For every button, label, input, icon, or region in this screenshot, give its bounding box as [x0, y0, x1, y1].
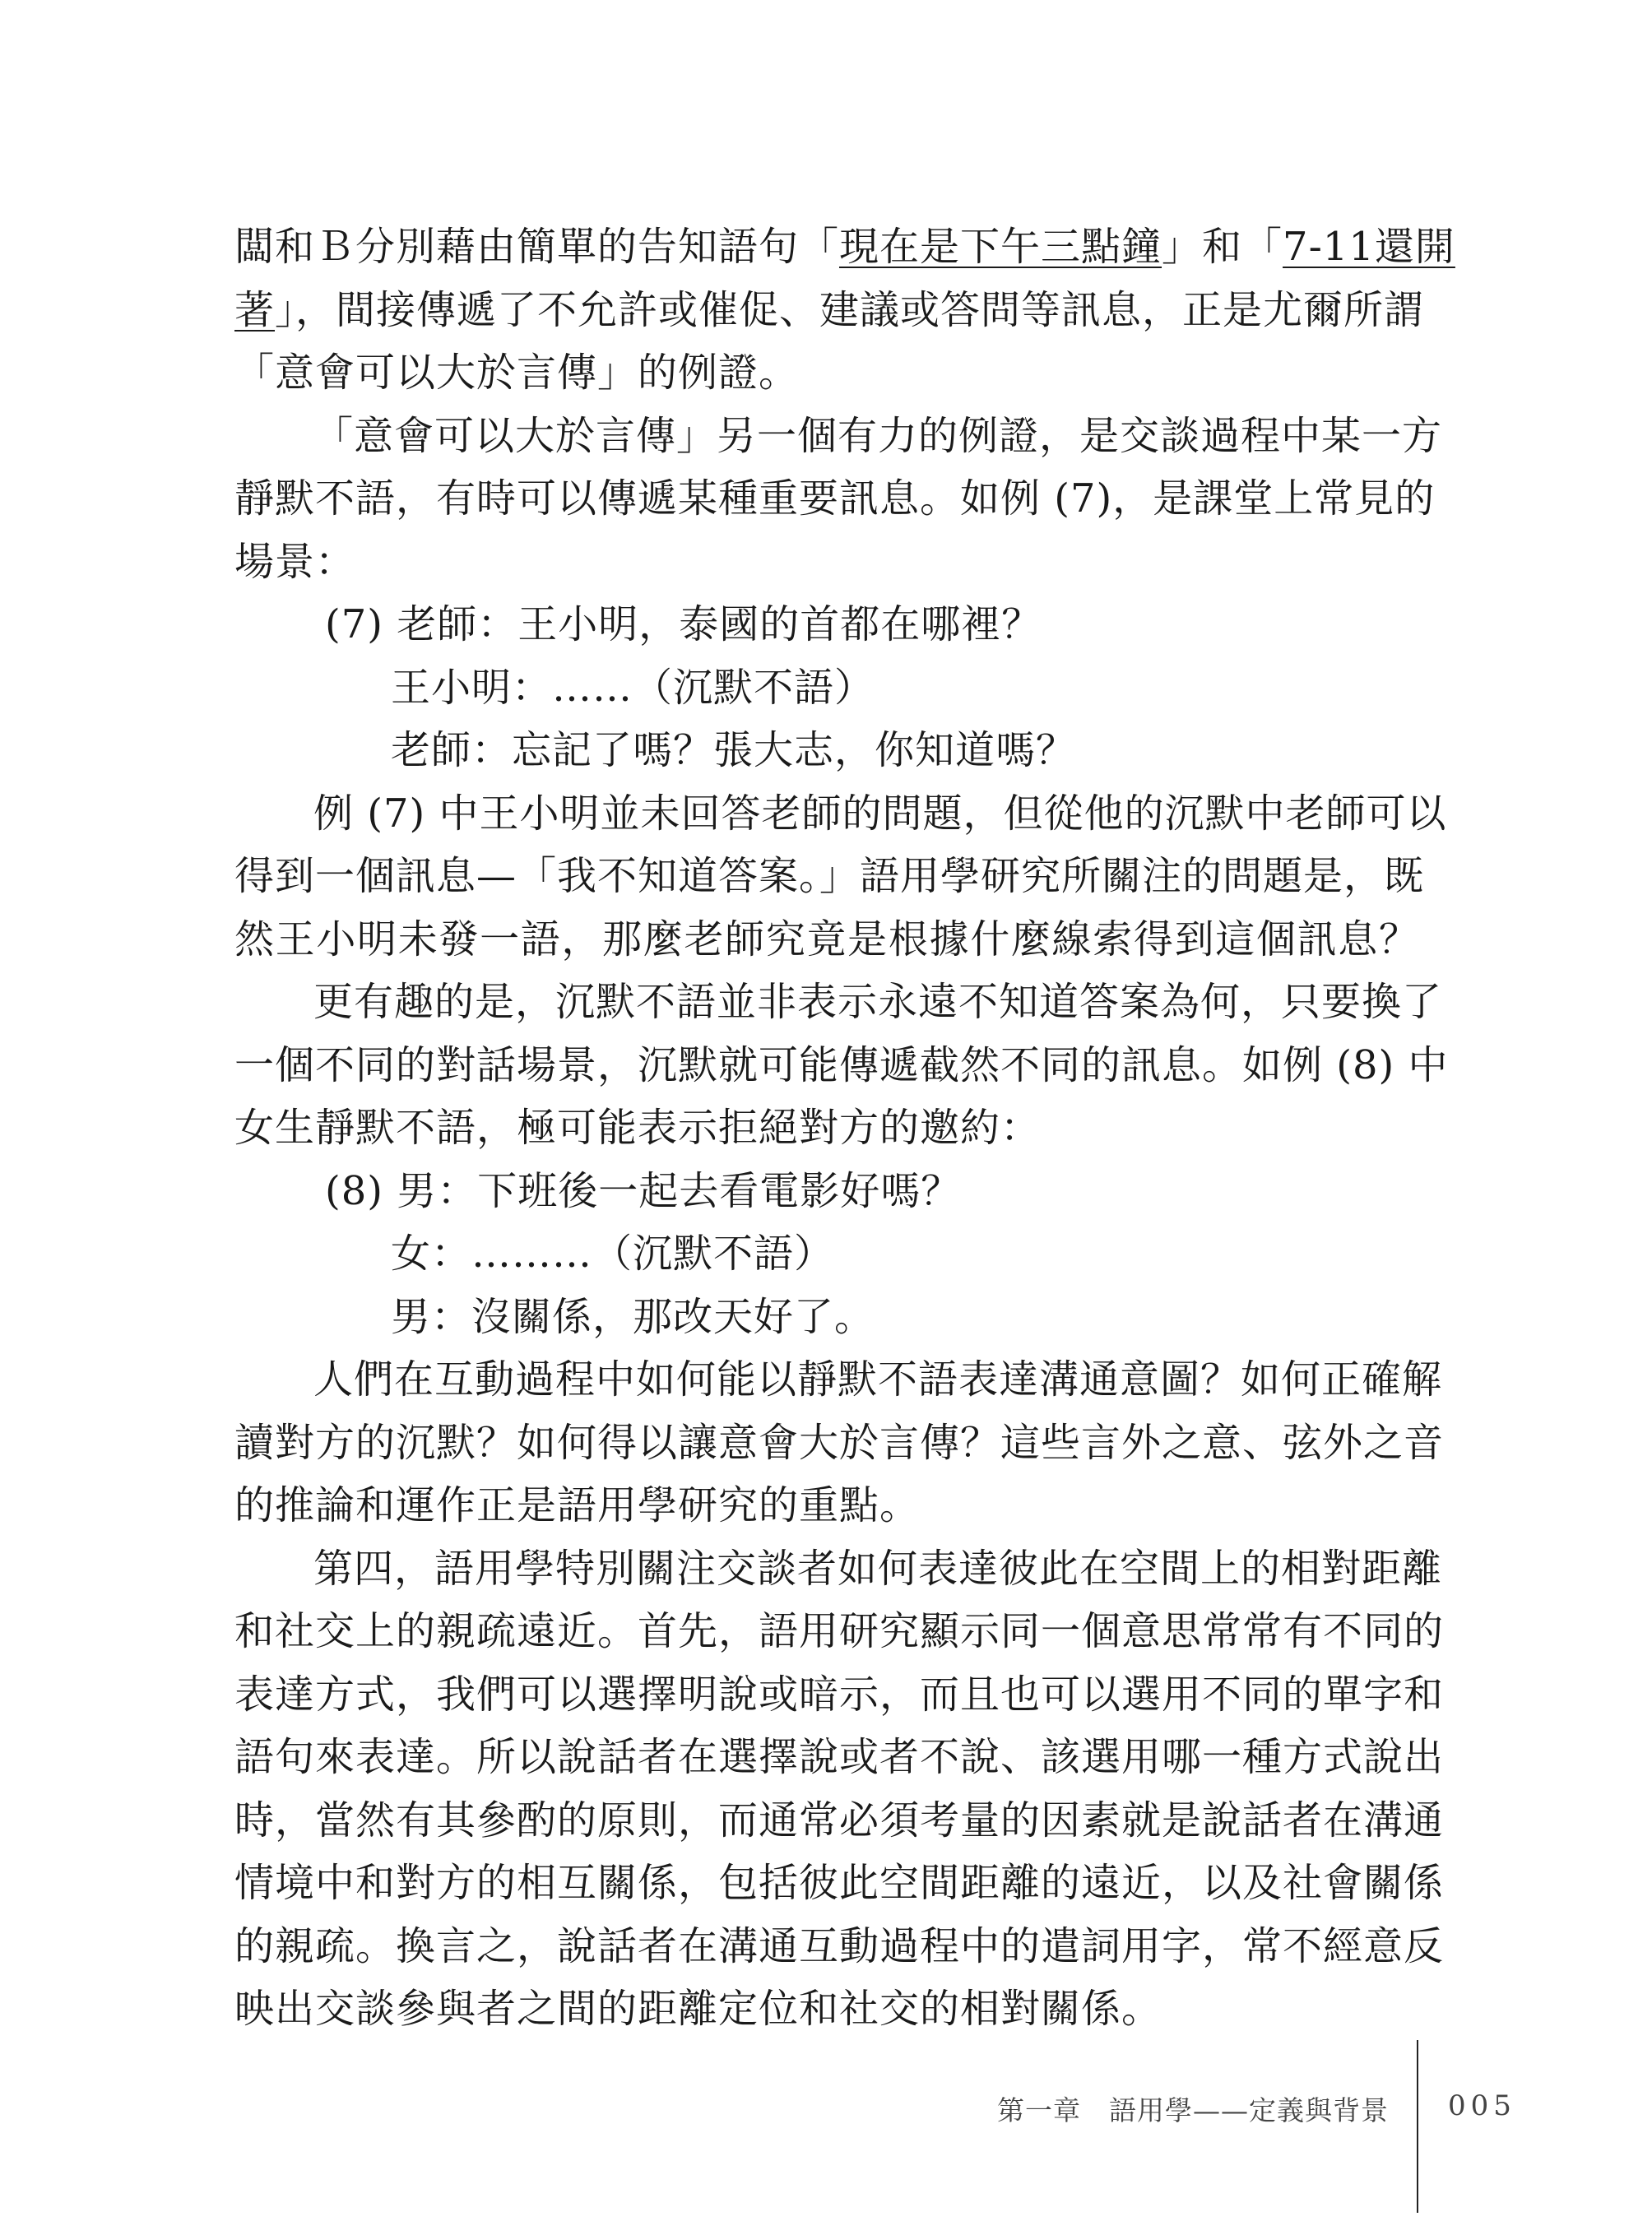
example-line: (8) 男：下班後一起去看電影好嗎？ [325, 1167, 962, 1214]
underlined-phrase: 著 [234, 286, 276, 333]
paragraph-line: 一個不同的對話場景，沉默就可能傳遞截然不同的訊息。如例 (8) 中 [234, 1041, 1449, 1088]
paragraph-line: 人們在互動過程中如何能以靜默不語表達溝通意圖？如何正確解 [313, 1356, 1443, 1403]
example-line: 老師：忘記了嗎？張大志，你知道嗎？ [391, 727, 1077, 773]
paragraph-line: 「意會可以大於言傳」另一個有力的例證，是交談過程中某一方 [313, 412, 1443, 459]
paragraph-line: 表達方式，我們可以選擇明說或暗示，而且也可以選用不同的單字和 [234, 1671, 1445, 1718]
paragraph-line: 得到一個訊息—「我不知道答案。」語用學研究所關注的問題是，既 [234, 853, 1425, 899]
paragraph-line: 靜默不語，有時可以傳遞某種重要訊息。如例 (7)，是課堂上常見的 [234, 475, 1436, 522]
example-line: 女：………（沉默不語） [391, 1231, 835, 1277]
paragraph-line: 讀對方的沉默？如何得以讓意會大於言傳？這些言外之意、弦外之音 [234, 1419, 1445, 1466]
example-line: 王小明：……（沉默不語） [391, 664, 875, 711]
paragraph-line: 「意會可以大於言傳」的例證。 [234, 350, 800, 396]
text-span: 」和「 [1162, 224, 1283, 270]
paragraph-line: 和社交上的親疏遠近。首先，語用研究顯示同一個意思常常有不同的 [234, 1608, 1445, 1654]
paragraph-line: 場景： [234, 538, 356, 585]
paragraph-line [234, 279, 1425, 342]
underlined-phrase: 7-11還開 [1283, 224, 1455, 270]
paragraph-line: 的推論和運作正是語用學研究的重點。 [234, 1482, 921, 1528]
paragraph-line: 女生靜默不語，極可能表示拒絕對方的邀約： [234, 1105, 1042, 1151]
paragraph-line: 映出交談參與者之間的距離定位和社交的相對關係。 [234, 1986, 1162, 2032]
paragraph-line: 的親疏。換言之，說話者在溝通互動過程中的遣詞用字，常不經意反 [234, 1922, 1445, 1969]
paragraph-line: 時，當然有其參酌的原則，而通常必須考量的因素就是說話者在溝通 [234, 1797, 1445, 1843]
example-line: 男：沒關係，那改天好了。 [391, 1293, 875, 1340]
text-span: 」，間接傳遞了不允許或催促、建議或答問等訊息，正是尤爾所謂 [275, 286, 1425, 333]
body-text [234, 216, 1455, 2041]
footer-divider [1417, 2040, 1418, 2213]
text-span: 闆和Ｂ分別藉由簡單的告知語句「 [234, 224, 840, 270]
paragraph-line: 情境中和對方的相互關係，包括彼此空間距離的遠近，以及社會關係 [234, 1860, 1445, 1906]
paragraph-line [234, 216, 1455, 279]
paragraph-line: 例 (7) 中王小明並未回答老師的問題，但從他的沉默中老師可以 [313, 790, 1447, 837]
paragraph-line: 更有趣的是，沉默不語並非表示永遠不知道答案為何，只要換了 [313, 979, 1443, 1025]
example-line: (7) 老師：王小明，泰國的首都在哪裡？ [325, 601, 1042, 647]
running-footer-chapter: 第一章 語用學——定義與背景 [997, 2094, 1389, 2126]
paragraph-line: 然王小明未發一語，那麼老師究竟是根據什麼線索得到這個訊息？ [234, 916, 1419, 962]
page-number: 005 [1448, 2089, 1516, 2122]
paragraph-line: 語句來表達。所以說話者在選擇說或者不說、該選用哪一種方式說出 [234, 1734, 1445, 1780]
paragraph-line: 第四，語用學特別關注交談者如何表達彼此在空間上的相對距離 [313, 1545, 1443, 1592]
underlined-phrase: 現在是下午三點鐘 [839, 224, 1162, 270]
